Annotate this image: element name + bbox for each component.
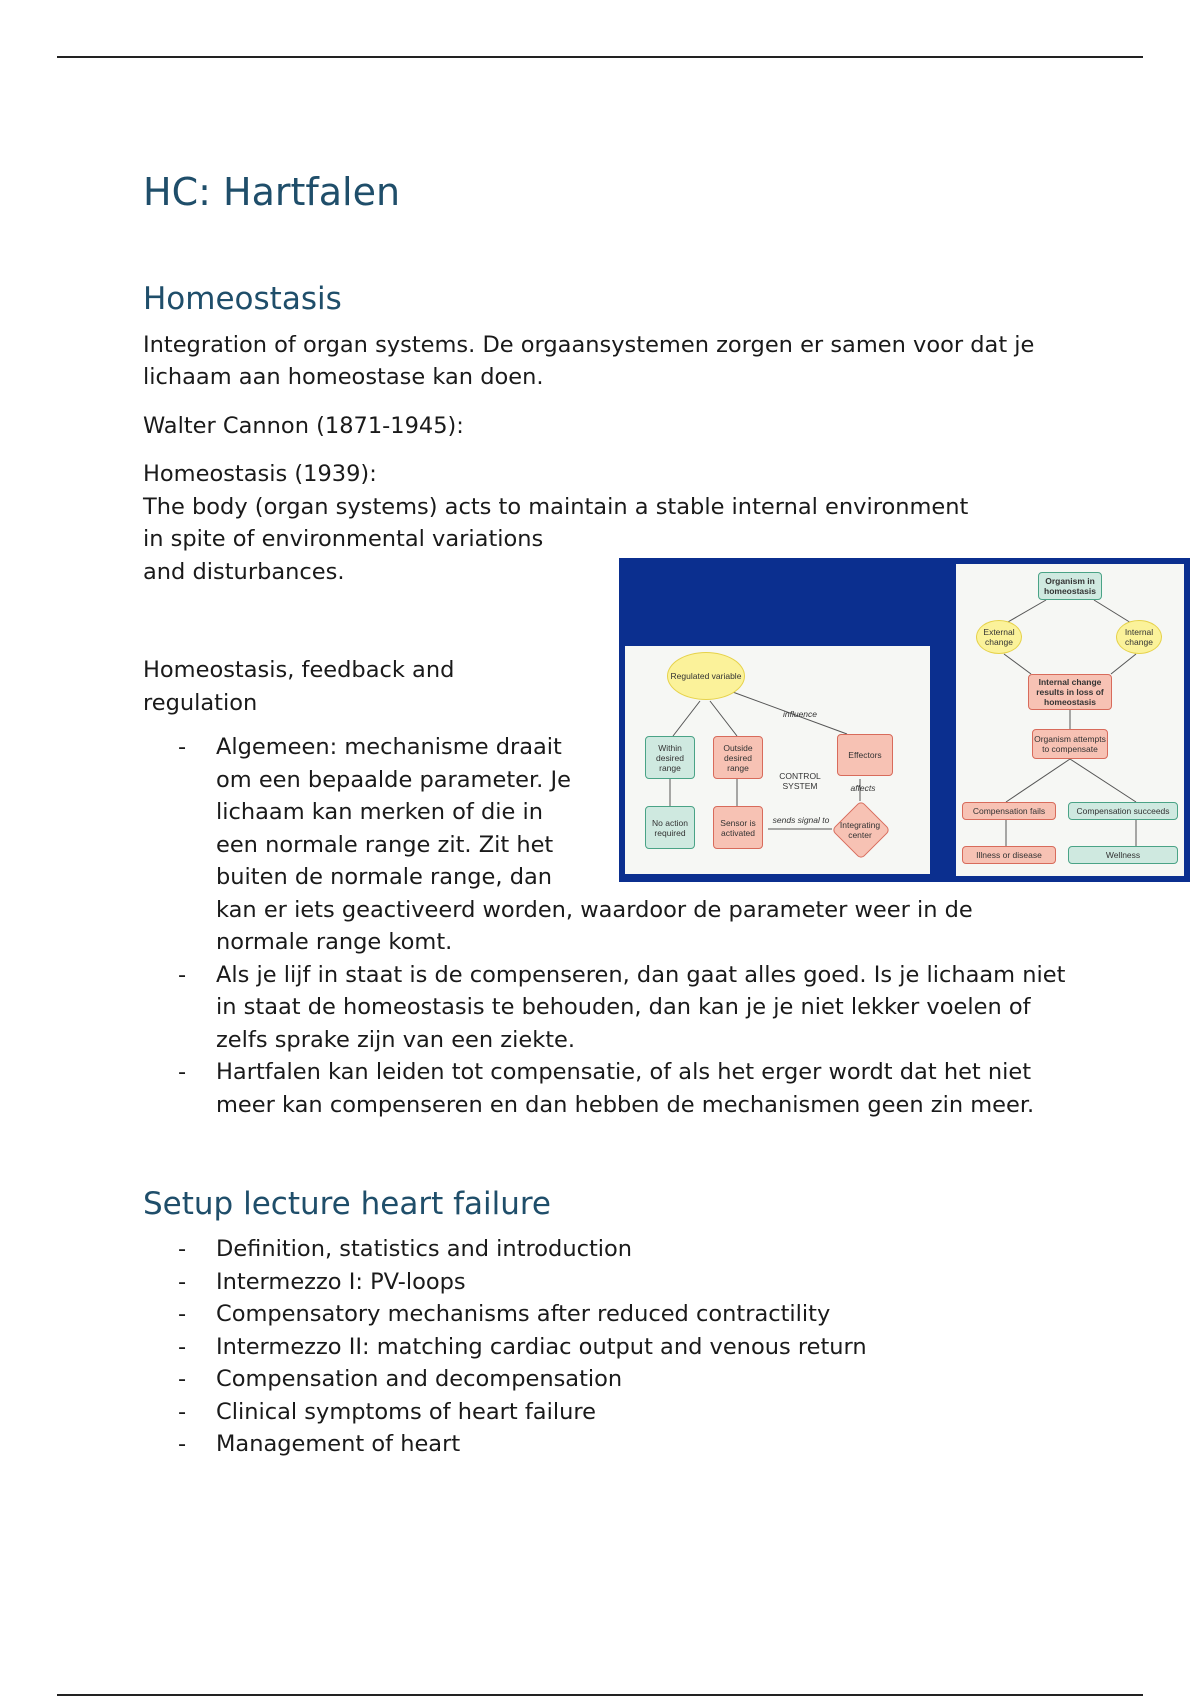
definition-line-3: and disturbances. — [143, 558, 345, 585]
bullet-marker: - — [178, 1301, 187, 1328]
bullet-marker: - — [178, 1268, 187, 1295]
control-system-diagram — [625, 646, 930, 874]
compensation-succeeds-node: Compensation succeeds — [1068, 802, 1178, 820]
paragraph-integration: Integration of organ systems. De orgaansystemen zorgen er samen voor dat je lichaam aan homeostase kan doen. — [143, 331, 1035, 391]
organism-homeostasis-node: Organism in homeostasis — [1038, 572, 1102, 600]
within-range-node: Within desired range — [645, 736, 695, 779]
list-item — [143, 1331, 1073, 1364]
outline-item: Intermezzo I: PV-loops — [216, 1268, 466, 1295]
page-title: HC: Hartfalen — [143, 170, 401, 214]
effectors-node: Effectors — [837, 734, 893, 776]
internal-change-node: Internal change — [1116, 620, 1162, 654]
section-heading-setup-lecture: Setup lecture heart failure — [143, 1186, 551, 1223]
homeostasis-diagram-figure — [619, 558, 1190, 882]
outline-item: Management of heart — [216, 1431, 461, 1458]
list-item — [143, 1266, 1073, 1299]
influence-label: influence — [782, 709, 818, 719]
definition-line-1: The body (organ systems) acts to maintain a stable internal environment — [143, 493, 969, 520]
bullet-marker: - — [178, 1236, 187, 1263]
list-item — [143, 1428, 1073, 1461]
bullet-marker: - — [178, 1398, 187, 1425]
definition-line-2: in spite of environmental variations — [143, 526, 544, 553]
list-item — [143, 1298, 1073, 1331]
list-item — [143, 959, 1073, 1057]
integrating-center-label: Integrating center — [839, 820, 881, 840]
paragraph-feedback-regulation: Homeostasis, feedback and regulation — [143, 657, 455, 716]
bullet-text-algemeen: Algemeen: mechanisme draait om een bepaalde parameter. Je lichaam kan merken of die in een normale range zit. Zit het buiten de normale range, dan kan er iets geactiveerd worden, waardoor de parameter weer in de normale range komt. — [216, 734, 973, 956]
outline-item: Compensatory mechanisms after reduced contractility — [216, 1301, 831, 1328]
bullet-marker: - — [178, 734, 187, 761]
bullet-text-compenseren: Als je lijf in staat is de compenseren, dan gaat alles goed. Is je lichaam niet in staat de homeostasis te behouden, dan kan je je niet lekker voelen of zelfs sprake zijn van een ziekte. — [216, 961, 1066, 1053]
list-item — [143, 1056, 1073, 1121]
bullet-marker: - — [178, 1059, 187, 1086]
compensation-fails-node: Compensation fails — [962, 802, 1056, 820]
outline-item: Clinical symptoms of heart failure — [216, 1398, 596, 1425]
sends-signal-label: sends signal to — [772, 815, 830, 825]
header-rule — [57, 56, 1143, 58]
bullet-marker: - — [178, 961, 187, 988]
bullet-marker: - — [178, 1431, 187, 1458]
external-change-node: External change — [976, 620, 1022, 654]
outcome-connectors — [956, 564, 1184, 876]
outside-range-node: Outside desired range — [713, 736, 763, 779]
outline-item: Intermezzo II: matching cardiac output and venous return — [216, 1333, 867, 1360]
affects-label: affects — [850, 783, 876, 793]
sensor-node: Sensor is activated — [713, 806, 763, 849]
paragraph-walter-cannon: Walter Cannon (1871-1945): — [143, 412, 464, 439]
lecture-outline-list — [143, 1233, 1073, 1461]
regulated-variable-node: Regulated variable — [667, 652, 745, 700]
section-heading-homeostasis: Homeostasis — [143, 280, 342, 317]
bullet-text-hartfalen: Hartfalen kan leiden tot compensatie, of als het erger wordt dat het niet meer kan compenseren en dan hebben de mechanismen geen zin meer. — [216, 1059, 1035, 1118]
footer-rule — [57, 1694, 1143, 1696]
control-system-label: CONTROL SYSTEM — [779, 771, 821, 791]
bullet-marker: - — [178, 1333, 187, 1360]
list-item — [143, 1233, 1073, 1266]
wellness-node: Wellness — [1068, 846, 1178, 864]
paragraph-homeostasis-1939: Homeostasis (1939): — [143, 461, 377, 488]
no-action-node: No action required — [645, 806, 695, 849]
list-item — [143, 1396, 1073, 1429]
list-item — [143, 1363, 1073, 1396]
outline-item: Compensation and decompensation — [216, 1366, 623, 1393]
illness-node: Illness or disease — [962, 846, 1056, 864]
homeostasis-outcome-diagram — [956, 564, 1184, 876]
bullet-marker: - — [178, 1366, 187, 1393]
loss-of-homeostasis-node: Internal change results in loss of homeostasis — [1028, 674, 1112, 710]
outline-item: Definition, statistics and introduction — [216, 1236, 633, 1263]
attempts-compensate-node: Organism attempts to compensate — [1032, 729, 1108, 759]
